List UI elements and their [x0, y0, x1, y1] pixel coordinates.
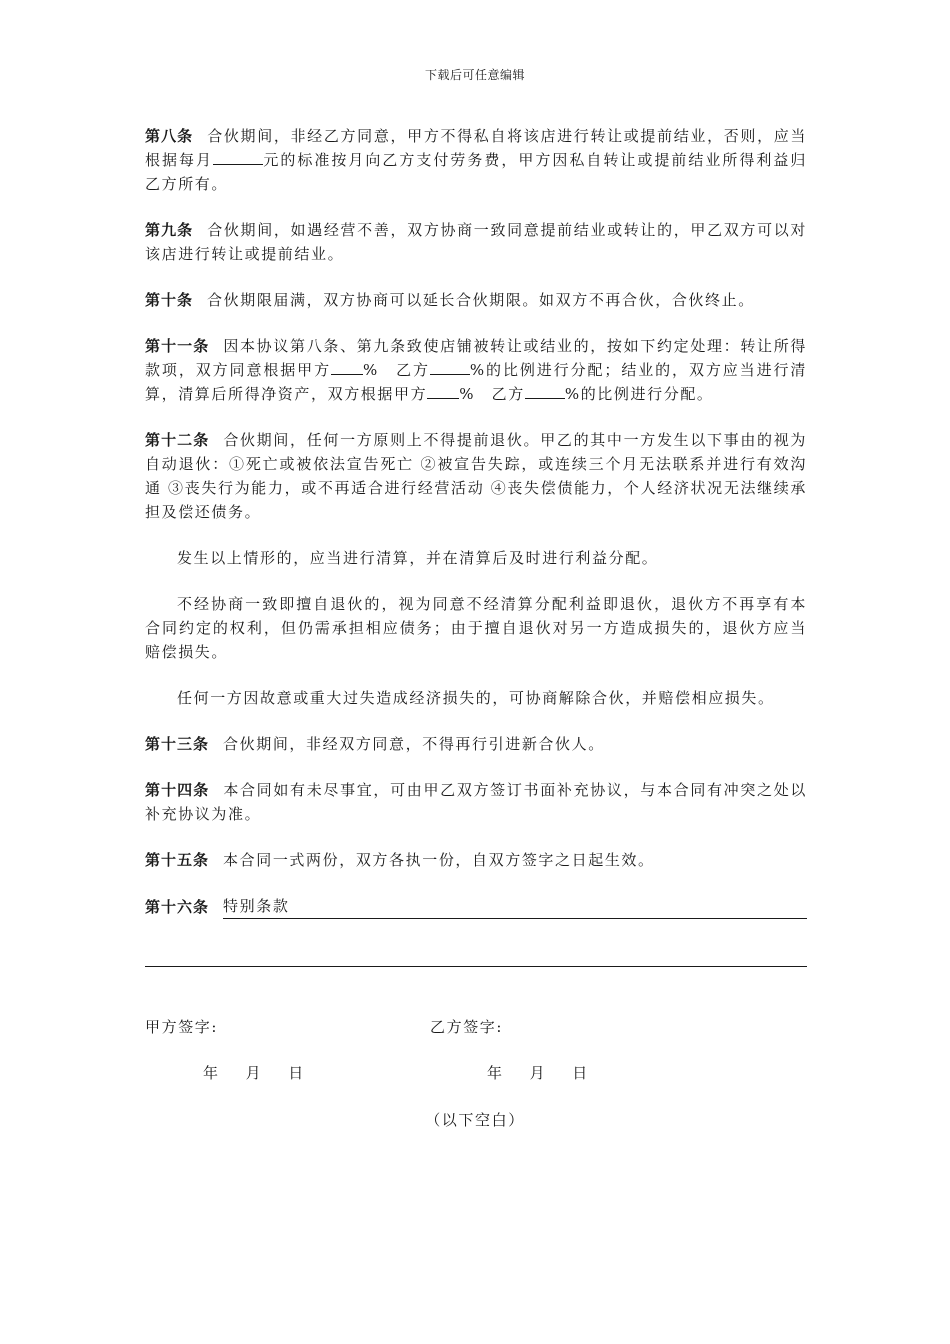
- paragraph-clearing: 发生以上情形的，应当进行清算，并在清算后及时进行利益分配。: [177, 549, 659, 567]
- article-text: 合伙期间，非经乙方同意，甲方不得私自将该店进行转让或提前结业，否则，应当根据每月: [145, 127, 807, 169]
- article-label: 第十四条: [145, 781, 210, 799]
- party-b-signature-label: 乙方签字:: [430, 1018, 504, 1036]
- party-b-date: [487, 1062, 615, 1083]
- party-a-signature-label: 甲方签字:: [145, 1018, 219, 1036]
- month-label: 月: [245, 1064, 263, 1082]
- day-label: 日: [288, 1064, 305, 1082]
- special-terms-line: 特别条款: [223, 894, 807, 919]
- article-12: [145, 428, 807, 524]
- article-11: [145, 334, 807, 406]
- party-a-date: [203, 1062, 331, 1083]
- special-terms-blank-line: [145, 965, 807, 967]
- article-16: [145, 894, 807, 919]
- paragraph-termination: 任何一方因故意或重大过失造成经济损失的，可协商解除合伙，并赔偿相应损失。: [177, 689, 775, 707]
- article-text: 合伙期限届满，双方协商可以延长合伙期限。如双方不再合伙，合伙终止。: [207, 291, 755, 309]
- fill-blank: [430, 358, 470, 375]
- article-text: 合伙期间，非经双方同意，不得再行引进新合伙人。: [223, 735, 605, 753]
- article-label: 第十一条: [145, 337, 210, 355]
- article-text: 因本协议第八条、第九条致使店铺被转让或结业的，按如下约定处理：转让所得款项，双方同意根据甲方: [145, 337, 807, 379]
- article-text: 合伙期间，任何一方原则上不得提前退伙。甲乙的其中一方发生以下事由的视为自动退伙：①死亡或被依法宣告死亡 ②被宣告失踪，或连续三个月无法联系并进行有效沟通 ③丧失行为能力，或不再适合进行经营活动 ④丧失偿债能力，个人经济状况无法继续承担及偿还债务。: [145, 431, 807, 521]
- year-label: 年: [487, 1064, 504, 1082]
- paragraph-withdrawal: 不经协商一致即擅自退伙的，视为同意不经清算分配利益即退伙，退伙方不再享有本合同约定的权利，但仍需承担相应债务；由于擅自退伙对另一方造成损失的，退伙方应当赔偿损失。: [145, 595, 807, 661]
- article-text: 本合同如有未尽事宜，可由甲乙双方签订书面补充协议，与本合同有冲突之处以补充协议为准。: [145, 781, 807, 823]
- fill-blank: [525, 382, 565, 399]
- article-9: [145, 218, 807, 266]
- article-text: %的比例进行分配。: [564, 385, 714, 403]
- article-label: 第十条: [145, 291, 194, 309]
- article-label: 第九条: [145, 221, 194, 239]
- article-text: 合伙期间，如遇经营不善，双方协商一致同意提前结业或转让的，甲乙双方可以对该店进行转让或提前结业。: [145, 221, 807, 263]
- article-text: 元的标准按月向乙方支付劳务费，甲方因私自转让或提前结业所得利益归乙方所有。: [145, 151, 807, 193]
- fill-blank: [213, 148, 263, 165]
- contract-body: [145, 124, 807, 967]
- year-label: 年: [203, 1064, 220, 1082]
- article-label: 第八条: [145, 127, 194, 145]
- article-10: [145, 288, 807, 312]
- article-13: [145, 732, 807, 756]
- fill-blank: [331, 358, 363, 375]
- blank-below-note: （以下空白）: [425, 1111, 525, 1129]
- article-label: 第十六条: [145, 898, 210, 916]
- article-text: 本合同一式两份，双方各执一份，自双方签字之日起生效。: [223, 851, 655, 869]
- month-label: 月: [529, 1064, 547, 1082]
- article-label: 第十五条: [145, 851, 210, 869]
- day-label: 日: [572, 1064, 589, 1082]
- article-label: 第十二条: [145, 431, 210, 449]
- article-14: [145, 778, 807, 826]
- article-label: 第十三条: [145, 735, 210, 753]
- article-text: % 乙方: [363, 361, 430, 379]
- article-15: [145, 848, 807, 872]
- article-8: [145, 124, 807, 196]
- fill-blank: [427, 382, 459, 399]
- article-text: %的比例进行分配；结业的，双方应当进行清算，清算后所得净资产，双方根据甲方: [145, 361, 807, 403]
- page-header: 下载后可任意编辑: [424, 68, 525, 82]
- article-text: % 乙方: [459, 385, 525, 403]
